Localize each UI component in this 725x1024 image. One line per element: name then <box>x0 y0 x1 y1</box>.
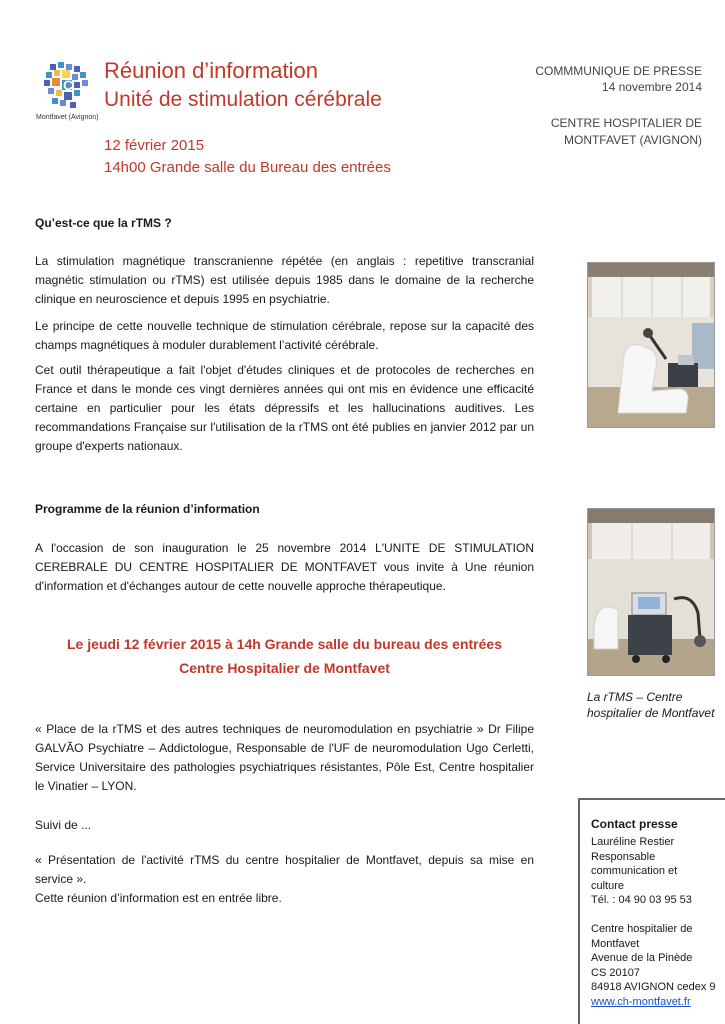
contact-address-line: Montfavet <box>591 938 640 950</box>
event-date: 12 février 2015 <box>104 137 205 154</box>
paragraph-text: « Présentation de l'activité rTMS du centre hospitalier de Montfavet, depuis sa mise en service ». <box>35 853 534 886</box>
contact-address-line: Avenue de la Pinède <box>591 952 693 964</box>
paragraph-intro <box>35 252 534 309</box>
contact-phone: Tél. : 04 90 03 95 53 <box>591 894 692 906</box>
paragraph-principle <box>35 317 534 355</box>
event-highlight-line-2: Centre Hospitalier de Montfavet <box>179 660 390 676</box>
paragraph-text: Le principe de cette nouvelle technique de stimulation cérébrale, repose sur la capacité des champs magnétiques à moduler durablement l’activité cérébrale. <box>35 319 534 352</box>
section-heading-program: Programme de la réunion d’information <box>35 502 260 516</box>
contact-title: Contact presse <box>591 817 678 831</box>
photo-caption: La rTMS – Centre hospitalier de Montfavet <box>587 690 715 720</box>
organization-line-2: MONTFAVET (AVIGNON) <box>563 133 702 147</box>
contact-role-line: culture <box>591 880 625 892</box>
contact-role-line: communication et <box>591 865 678 877</box>
photo-treatment-room <box>587 262 715 428</box>
paragraph-free-entry <box>35 889 534 908</box>
website-link[interactable]: www.ch-montfavet.fr <box>591 996 691 1008</box>
paragraph-speaker <box>35 720 534 796</box>
paragraph-text: Cet outil thérapeutique a fait l'objet d'études cliniques et de protocoles de recherches en France et dans le monde ces vingt dernières années qui ont mis en évidence une efficacité certaine en particulier pour les états dépressifs et les hallucinations auditives. Les recommandations Française sur l'utilisation de la rTMS ont été publies en janvier 2012 par un groupe d'experts nationaux. <box>35 363 534 453</box>
contact-address-line: Centre hospitalier de <box>591 923 693 935</box>
photo-rtms-equipment <box>587 508 715 676</box>
paragraph-text: Suivi de ... <box>35 818 92 832</box>
logo-caption: Montfavet (Avignon) <box>36 114 99 121</box>
contact-address-line: 84918 AVIGNON cedex 9 <box>591 981 716 993</box>
section-heading-rtms: Qu’est-ce que la rTMS ? <box>35 216 172 230</box>
organization-line-1: CENTRE HOSPITALIER DE <box>550 116 702 130</box>
press-type: COMMMUNIQUE DE PRESSE <box>535 64 702 78</box>
subtitle: Unité de stimulation cérébrale <box>104 88 382 111</box>
main-title: Réunion d’information <box>104 58 319 83</box>
press-date: 14 novembre 2014 <box>601 80 702 94</box>
paragraph-studies <box>35 361 534 456</box>
event-highlight-line-1: Le jeudi 12 février 2015 à 14h Grande salle du bureau des entrées <box>67 636 502 652</box>
paragraph-text: « Place de la rTMS et des autres techniques de neuromodulation en psychiatrie » Dr Filipe GALVÃO Psychiatre – Addictologue, Responsable de l'UF de neuromodulation Ugo Cerletti, Service Universitaire des pathologies psychiatriques résistantes, Pôle Est, Centre hospitalier le Vinatier – LYON. <box>35 722 534 793</box>
contact-name: Lauréline Restier <box>591 836 675 848</box>
paragraph-invitation <box>35 539 534 596</box>
paragraph-text: Cette réunion d’information est en entrée libre. <box>35 891 282 905</box>
event-place: 14h00 Grande salle du Bureau des entrées <box>104 159 391 176</box>
contact-role-line: Responsable <box>591 851 656 863</box>
svg-text:C: C <box>63 77 74 93</box>
paragraph-presentation <box>35 851 534 889</box>
contact-address-line: CS 20107 <box>591 967 640 979</box>
paragraph-followed <box>35 816 534 835</box>
paragraph-text: A l'occasion de son inauguration le 25 novembre 2014 L'UNITE DE STIMULATION CEREBRALE DU CENTRE HOSPITALIER DE MONTFAVET vous invite à Une réunion d'information et d'échanges autour de cette nouvelle approche thérapeutique. <box>35 541 534 593</box>
paragraph-text: La stimulation magnétique transcranienne répétée (en anglais : repetitive transcranial magnétic stimulation ou rTMS) est utilisée depuis 1985 dans le domaine de la recherche clinique en neuroscience et depuis 1995 en psychiatrie. <box>35 254 534 306</box>
